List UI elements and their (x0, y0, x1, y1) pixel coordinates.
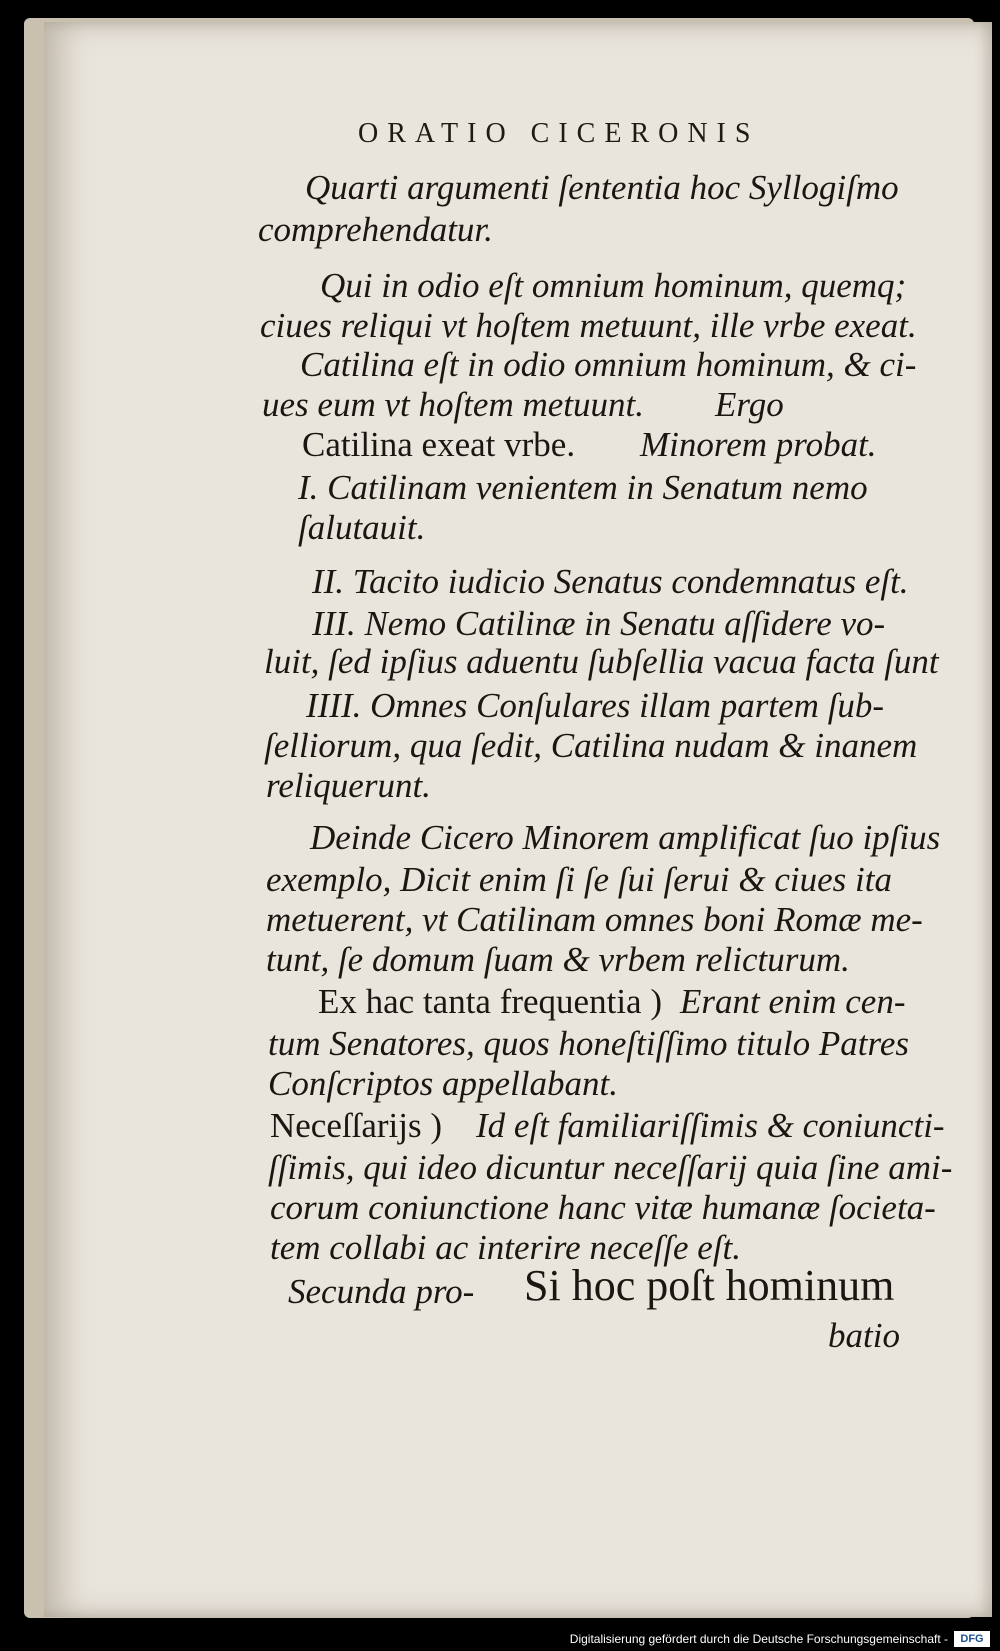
text-line: I. Catilinam venientem in Senatum nemo (298, 468, 868, 507)
text-line: II. Tacito iudicio Senatus condemnatus eſt. (312, 562, 909, 601)
footer-credit: Digitalisierung gefördert durch die Deutsche Forschungsgemeinschaft - (569, 1632, 948, 1646)
text-line: ſſimis, qui ideo dicuntur neceſſarij quia ſine ami- (268, 1148, 953, 1187)
text-line: ciues reliqui vt hoſtem metuunt, ille vrbe exeat. (260, 306, 917, 345)
text-line: Conſcriptos appellabant. (268, 1064, 618, 1103)
text-line: IIII. Omnes Conſulares illam partem ſub- (306, 686, 885, 725)
text-line: Deinde Cicero Minorem amplificat ſuo ipſius (310, 818, 941, 857)
text-line: luit, ſed ipſius aduentu ſubſellia vacua facta ſunt (264, 642, 939, 681)
catchword: batio (828, 1316, 900, 1355)
text-line: tem collabi ac interire neceſſe eſt. (270, 1228, 742, 1267)
text-line: Minorem probat. (640, 425, 877, 464)
running-head: ORATIO CICERONIS (358, 118, 760, 149)
text-line: Quarti argumenti ſententia hoc Syllogiſmo (305, 168, 899, 207)
text-line: ſelliorum, qua ſedit, Catilina nudam & inanem (264, 726, 918, 765)
text-line: reliquerunt. (266, 766, 431, 805)
text-line: ues eum vt hoſtem metuunt. (262, 385, 644, 424)
text-line: exemplo, Dicit enim ſi ſe ſui ſerui & ciues ita (266, 860, 892, 899)
text-line: Ergo (715, 385, 784, 424)
text-line: III. Nemo Catilinæ in Senatu aſſidere vo- (312, 604, 886, 643)
catchword-line: Si hoc poſt hominum (524, 1261, 895, 1310)
dfg-logo-icon: DFG (954, 1631, 990, 1647)
text-line: metuerent, vt Catilinam omnes boni Romæ me- (266, 900, 923, 939)
text-line: Id eſt familiariſſimis & coniuncti- (476, 1106, 945, 1145)
text-line: corum coniunctione hanc vitæ humanæ ſocieta- (270, 1188, 936, 1227)
text-line: Qui in odio eſt omnium hominum, quemq; (320, 266, 907, 305)
text-line: comprehendatur. (258, 210, 493, 249)
text-line: ſalutauit. (298, 508, 426, 547)
text-line: Secunda pro- (288, 1272, 475, 1311)
text-line: Erant enim cen- (680, 982, 906, 1021)
text-line: Catilina eſt in odio omnium hominum, & ci- (300, 345, 917, 384)
text-line: Ex hac tanta frequentia ) (318, 982, 662, 1021)
text-line: Neceſſarijs ) (270, 1106, 442, 1145)
text-line: Catilina exeat vrbe. (302, 425, 576, 464)
text-line: tum Senatores, quos honeſtiſſimo titulo Patres (268, 1024, 909, 1063)
text-line: tunt, ſe domum ſuam & vrbem relicturum. (266, 940, 850, 979)
